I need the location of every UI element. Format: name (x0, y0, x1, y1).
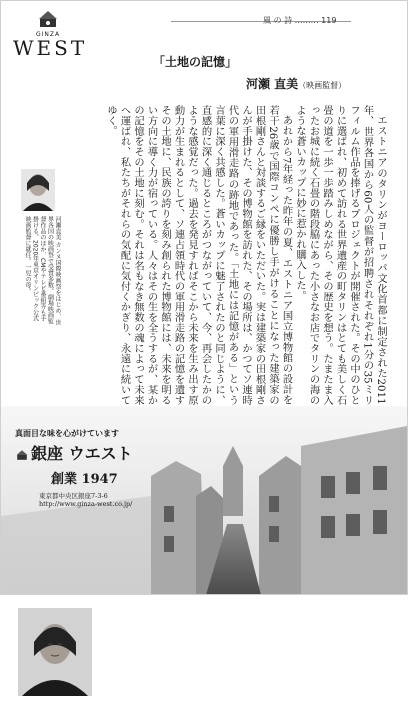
ad-brand (15, 441, 165, 464)
logo-main-text: WEST (13, 36, 88, 60)
essay-title: 「土地の記憶」 (153, 55, 238, 69)
ad-address: 東京都中央区銀座7-3-6 (39, 492, 108, 500)
advertisement (15, 428, 165, 508)
essay-paragraph: エストニアのタリンがヨーロッパ文化首都に制定された2011年、世界各国から60人の監督が招聘されそれぞれ1分の35ミリフィルム作品を捧げるプロジェクトが開催された。その中のひとりに選ばれ、初めて訪れる世界遺産の町タリンはとても美しく石畳の道を一歩一歩踏みしめながら、その歴史を想う。たまたま入ったお城に続く石畳の階段脇にあった小さなお店でタリンの海のような蒼いカップに妙に惹かれ購入した。 (294, 105, 387, 405)
logo-sub-text: GINZA (35, 31, 61, 38)
ad-url[interactable]: http://www.ginza-west.co.jp/ (39, 500, 133, 508)
ginza-west-logo (13, 9, 88, 71)
author-role: （映画監督） (298, 81, 347, 90)
author-portrait-small (21, 169, 55, 211)
serial-label: 風 の 詩 ……… 119 (263, 16, 337, 25)
author-portrait-large (18, 608, 92, 696)
ad-since: 創業 1947 (51, 472, 118, 487)
portrait-photo-icon (18, 608, 92, 696)
essay-body (29, 105, 387, 405)
ad-brand-text: 銀座 ウエスト (31, 444, 133, 463)
ad-tagline: 真面目な味を心がけています (15, 428, 119, 438)
essay-paragraph: あれから7年経った昨年の夏、エストニア国立博物館の設計を若干26歳で国際コンペに優勝し手がけることになった建築家の田根剛さんと対談するご縁をいただいた。実は建築家の田根剛さんが手掛けた、その博物館を訪れた、その場所は、かつてソ連時代の軍用滑走路の跡地であった。「土地には記憶がある」という言葉に深く共感した。蒼いカップに魅了されたのと同じように、直感的に深く通じるところがつながっていて、今、再会したかのような感覚だった。過去を発見すればそこから未来を生み出す原動力が生まれるとして、ソ連占領時代の軍用滑走路の記憶を遺すその土地に、民族の誇りを刻み創られた博物館には、未来を明るい方向に導く力が宿っている。人々はその生を全うするが、某かの記憶をその土地に刻む。それは名もなき無数の魂によって未来へ運ばれ、私たちがそれらの気配に気付くかぎり、永遠に続いてゆく。 (105, 105, 293, 405)
crest-icon (37, 9, 59, 29)
portrait-icon (21, 169, 55, 211)
essay-author (246, 75, 346, 92)
author-bio: 河瀬直美 カンヌ国際映画祭をはじめ、世界各国の映画祭で受賞多数。劇場映画監督作品のほか、CMやテレビ番組等も手掛ける。2020年東京オリンピック公式映画監督に就任。一児の母。 (24, 216, 61, 326)
crest-icon (15, 449, 29, 461)
author-name: 河瀬 直美 (246, 77, 299, 91)
